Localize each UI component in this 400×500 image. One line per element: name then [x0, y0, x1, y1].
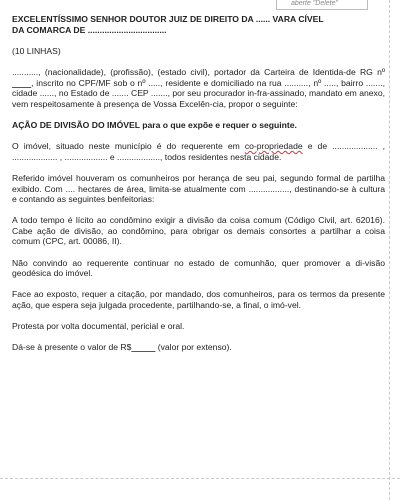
paragraph-evidence: Protesta por volta documental, pericial e oral. — [12, 321, 185, 332]
qualification-text-2: , inscrito no CPF/MF sob o nº ....., residente e domiciliado na rua .........., nº ....., bairro ......., cidade ......, no Estado de ....... CEP ......., por seu procurador in-fra-assinado, mandato em anexo, vem respeitosamente à presença de Vossa Excelên-cia, propor o seguinte: — [12, 77, 385, 109]
value-text-2: (valor por extenso). — [155, 342, 232, 353]
right-margin-guide — [389, 0, 390, 500]
court-address-line1: EXCELENTÍSSIMO SENHOR DOUTOR JUIZ DE DIREITO DA ...... VARA CÍVEL — [12, 14, 324, 24]
spelling-flagged-word[interactable]: co-propriedade — [244, 141, 303, 152]
paragraph-inheritance: Referido imóvel houveram os comunheiros por herança de seu pai, segundo formal de partilha exibido. Com .... hectares de área, limita-se atualmente com ................., destinando-se à cultura e contando as seguintes benfeitorias: — [12, 172, 385, 205]
paragraph-intent: Não convindo ao requerente continuar no estado de comunhão, quer promover a di-visão geodésica do imóvel. — [12, 257, 385, 279]
value-text-1: Dá-se à presente o valor de R$ — [12, 342, 132, 353]
comment-text: aberte "Delete" — [291, 0, 338, 7]
paragraph-legal-basis: A todo tempo é lícito ao condômino exigir a divisão da coisa comum (Código Civil, art. 62016). Cabe ação de divisão, ao condômino, para obrigar os demais consortes a partilhar a coisa comum (CPC, art. 00086, II). — [12, 215, 385, 247]
qualification-text-1: ..........., (nacionalidade), (profissão), (estado civil), portador da Carteira de Identida-de RG nº — [12, 66, 385, 77]
bottom-margin-guide — [0, 478, 400, 479]
court-address — [12, 14, 385, 35]
court-address-line2: DA COMARCA DE ................................. — [12, 24, 167, 35]
paragraph-value — [12, 342, 385, 353]
spacing-note: (10 LINHAS) — [12, 45, 61, 56]
rg-blank-field[interactable]: ____ — [12, 77, 32, 88]
comment-bubble[interactable] — [276, 0, 368, 10]
paragraph-property-text-2: e de ................... , ................... , .................. e .................., todos residentes nesta cidade. — [12, 141, 385, 162]
paragraph-property-text-1: O imóvel, situado neste município é do requerente em — [12, 141, 245, 152]
paragraph-property — [12, 141, 385, 162]
qualification-paragraph — [12, 67, 385, 109]
value-blank-field[interactable]: _____ — [131, 342, 156, 353]
action-title: AÇÃO DE DIVISÃO DO IMÓVEL para o que expõe e requer o seguinte. — [12, 119, 297, 130]
paragraph-request: Face ao exposto, requer a citação, por mandado, dos comunheiros, para os termos da presente ação, que espera seja julgada procedente, partilhando-se, a final, o imó-vel. — [12, 289, 385, 311]
document-body — [12, 14, 385, 364]
